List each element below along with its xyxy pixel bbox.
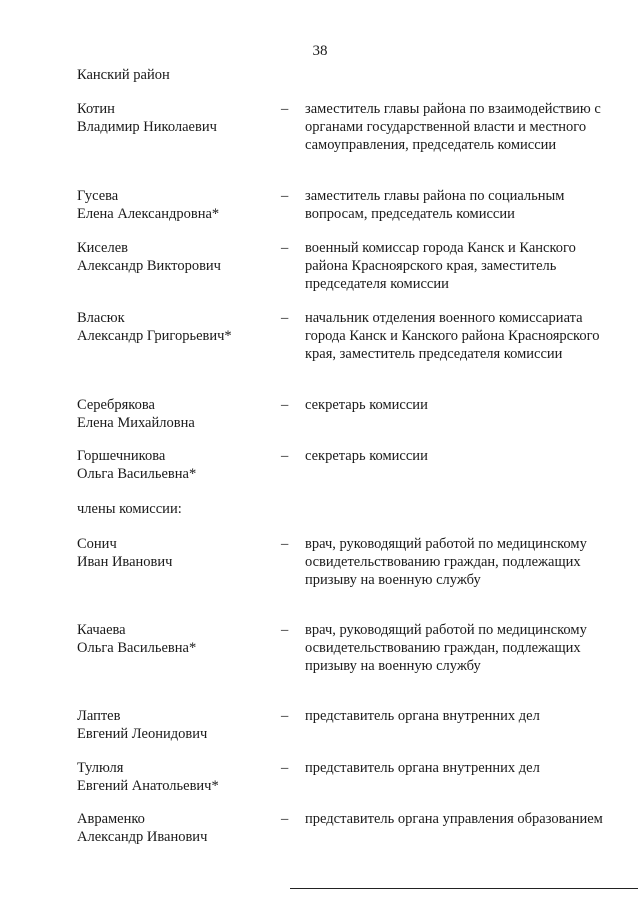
surname: Серебрякова bbox=[77, 397, 155, 413]
dash: – bbox=[281, 811, 289, 827]
person-name bbox=[77, 810, 267, 846]
district-title: Канский район bbox=[77, 67, 170, 83]
surname: Лаптев bbox=[77, 708, 121, 724]
given-names: Елена Михайловна bbox=[77, 415, 195, 431]
surname: Киселев bbox=[77, 240, 128, 256]
bottom-rule bbox=[290, 888, 638, 889]
role-description: секретарь комиссии bbox=[305, 397, 428, 413]
role-description: военный комиссар города Канск и Канского района Красноярского края, заместитель председателя комиссии bbox=[305, 240, 576, 292]
dash: – bbox=[281, 101, 289, 117]
surname: Гусева bbox=[77, 188, 119, 204]
surname: Тулюля bbox=[77, 760, 124, 776]
surname: Власюк bbox=[77, 310, 125, 326]
role-description: представитель органа внутренних дел bbox=[305, 760, 540, 776]
given-names: Александр Григорьевич* bbox=[77, 328, 232, 344]
role-description: врач, руководящий работой по медицинскому освидетельствованию граждан, подлежащих призыву на военную службу bbox=[305, 536, 587, 588]
surname: Сонич bbox=[77, 536, 117, 552]
dash: – bbox=[281, 310, 289, 326]
person-name bbox=[77, 759, 267, 795]
dash: – bbox=[281, 622, 289, 638]
given-names: Ольга Васильевна* bbox=[77, 466, 197, 482]
surname: Авраменко bbox=[77, 811, 145, 827]
role-description: заместитель главы района по социальным вопросам, председатель комиссии bbox=[305, 188, 565, 222]
given-names: Евгений Анатольевич* bbox=[77, 778, 219, 794]
person-name bbox=[77, 447, 267, 483]
person-name bbox=[77, 309, 267, 345]
surname: Качаева bbox=[77, 622, 126, 638]
role-description: врач, руководящий работой по медицинскому освидетельствованию граждан, подлежащих призыву на военную службу bbox=[305, 622, 587, 674]
person-name bbox=[77, 621, 267, 657]
surname: Котин bbox=[77, 101, 115, 117]
given-names: Елена Александровна* bbox=[77, 206, 220, 222]
role-description: секретарь комиссии bbox=[305, 448, 428, 464]
members-heading: члены комиссии: bbox=[77, 501, 182, 517]
dash: – bbox=[281, 448, 289, 464]
role-description: заместитель главы района по взаимодействию с органами государственной власти и местного самоуправления, председатель комиссии bbox=[305, 101, 601, 153]
given-names: Иван Иванович bbox=[77, 554, 173, 570]
page-number: 38 bbox=[312, 43, 328, 59]
dash: – bbox=[281, 240, 289, 256]
dash: – bbox=[281, 397, 289, 413]
person-name bbox=[77, 187, 267, 223]
person-name bbox=[77, 239, 267, 275]
dash: – bbox=[281, 536, 289, 552]
given-names: Александр Викторович bbox=[77, 258, 221, 274]
given-names: Александр Иванович bbox=[77, 829, 208, 845]
role-description: представитель органа внутренних дел bbox=[305, 708, 540, 724]
dash: – bbox=[281, 708, 289, 724]
person-name bbox=[77, 535, 267, 571]
role-description: начальник отделения военного комиссариата города Канск и Канского района Красноярского края, заместитель председателя комиссии bbox=[305, 310, 600, 362]
person-name bbox=[77, 396, 267, 432]
given-names: Владимир Николаевич bbox=[77, 119, 217, 135]
given-names: Евгений Леонидович bbox=[77, 726, 208, 742]
surname: Горшечникова bbox=[77, 448, 166, 464]
person-name bbox=[77, 100, 267, 136]
dash: – bbox=[281, 188, 289, 204]
role-description: представитель органа управления образованием bbox=[305, 811, 603, 827]
given-names: Ольга Васильевна* bbox=[77, 640, 197, 656]
dash: – bbox=[281, 760, 289, 776]
person-name bbox=[77, 707, 267, 743]
